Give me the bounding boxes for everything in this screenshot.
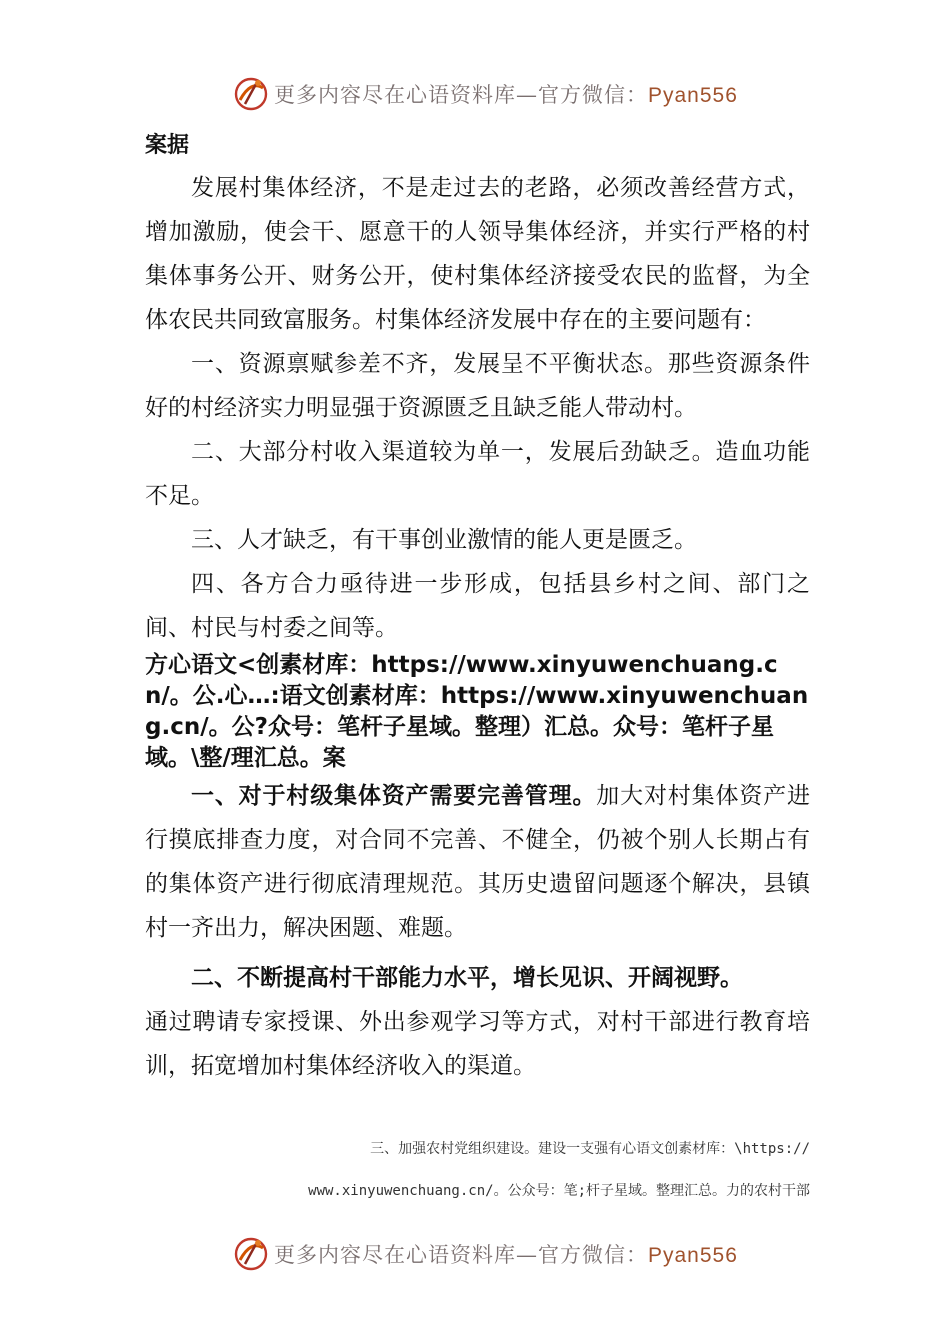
- section-heading: 案据: [145, 133, 190, 158]
- measure-2-title: 二、不断提高村干部能力水平，增长见识、开阔视野。: [191, 965, 743, 991]
- measure-1-title: 一、对于村级集体资产需要完善管理。: [191, 783, 597, 809]
- banner-text: 更多内容尽在心语资料库—官方微信：Pyan556: [274, 1243, 738, 1267]
- library-logo-icon: [232, 74, 270, 112]
- header-banner: [0, 70, 950, 118]
- paragraph-intro: 发展村集体经济，不是走过去的老路，必须改善经营方式，增加激励，使会干、愿意干的人领导集体经济，并实行严格的村集体事务公开、财务公开，使村集体经济接受农民的监督，为全体农民共同致富服务。村集体经济发展中存在的主要问题有：: [145, 175, 810, 333]
- small-print-block: [215, 1128, 810, 1212]
- measure-1-text: 加大对村集体资产进行摸底排查力度，对合同不完善、不健全，仍被个别人长期占有的集体资产进行彻底清理规范。其历史遗留问题逐个解决，县镇村一齐出力，解决困题、难题。: [145, 783, 811, 941]
- footer-banner: [0, 1230, 950, 1278]
- paragraph-measure-2: [145, 956, 810, 1000]
- paragraph-problem-4: 四、各方合力亟待进一步形成，包括县乡村之间、部门之间、村民与村委之间等。: [145, 571, 810, 641]
- small-print-line-2: www.xinyuwenchuang.cn/。公众号：笔;杆子星域。整理汇总。力的农村干部: [308, 1183, 810, 1199]
- library-logo-icon: [232, 1234, 270, 1272]
- wechat-id: Pyan556: [648, 1244, 738, 1267]
- paragraph-problem-3: 三、人才缺乏，有干事创业激情的能人更是匮乏。: [191, 527, 697, 553]
- small-print-line-1: 三、加强农村党组织建设。建设一支强有心语文创素材库：\https://: [370, 1141, 810, 1157]
- banner-text: 更多内容尽在心语资料库—官方微信：Pyan556: [274, 83, 738, 107]
- paragraph-problem-1: 一、资源禀赋参差不齐，发展呈不平衡状态。那些资源条件好的村经济实力明显强于资源匮乏且缺乏能人带动村。: [145, 351, 810, 421]
- paragraph-measure-1: [145, 774, 810, 950]
- paragraph-problem-2: 二、大部分村收入渠道较为单一，发展后劲缺乏。造血功能不足。: [145, 439, 810, 509]
- measure-2-text: 通过聘请专家授课、外出参观学习等方式，对村干部进行教育培训，拓宽增加村集体经济收入的渠道。: [145, 1009, 810, 1079]
- watermark-bold-block: 方心语文<创素材库：https://www.xinyuwenchuang.cn/。公.心…:语文创素材库：https://www.xinyuwenchuang.cn/。公?众号：笔杆子星域。整理）汇总。众号：笔杆子星域。\整/理汇总。案: [145, 652, 809, 771]
- document-body: [145, 126, 810, 1088]
- wechat-id: Pyan556: [648, 84, 738, 107]
